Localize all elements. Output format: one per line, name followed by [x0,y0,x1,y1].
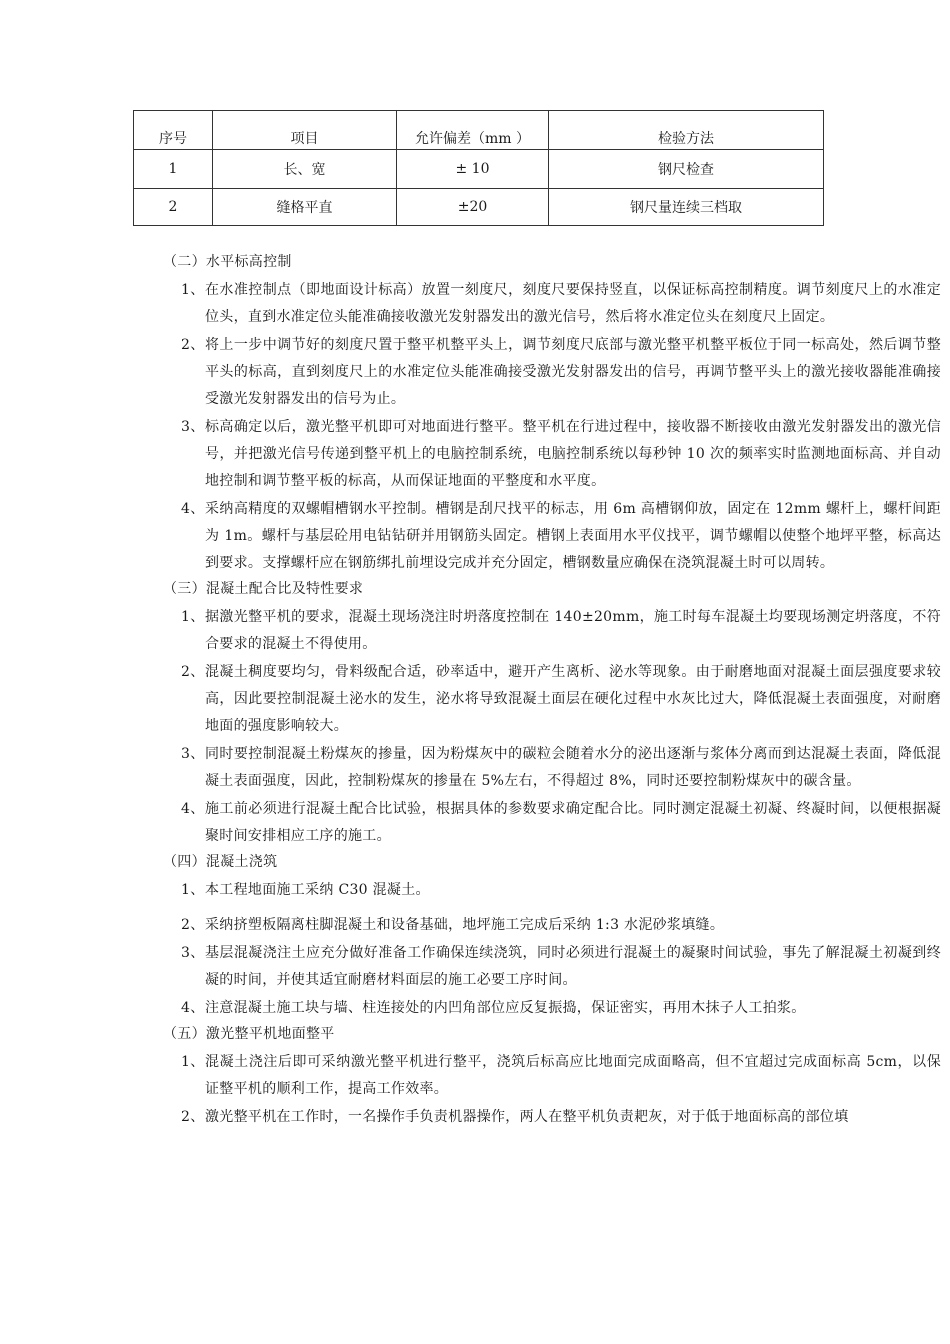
item-number: 2、 [181,337,205,353]
item-text: 将上一步中调节好的刻度尺置于整平机整平头上，调节刻度尺底部与激光整平机整平板位于同一标高处，然后调节整平头的标高，直到刻度尺上的水准定位头能准确接受激光发射器发出的信号，再调节整平头上的激光接收器能准确接受激光发射器发出的信号为止。 [205,337,941,407]
item-number: 1、 [181,609,205,625]
list-item [163,912,941,939]
item-text: 激光整平机在工作时，一名操作手负责机器操作，两人在整平机负责耙灰，对于低于地面标高的部位填 [205,1109,849,1125]
item-text: 注意混凝土施工块与墙、柱连接处的内凹角部位应反复振捣，保证密实，再用木抹子人工拍浆。 [205,1000,806,1016]
item-number: 1、 [181,1054,205,1070]
section-heading: （三）混凝土配合比及特性要求 [163,581,364,597]
list-item [163,277,941,331]
table-cell: 钢尺检查 [549,150,824,189]
table-cell: 长、宽 [213,150,397,189]
item-number: 4、 [181,801,205,817]
item-number: 2、 [181,917,205,933]
item-number: 3、 [181,945,205,961]
item-text: 采纳挤塑板隔离柱脚混凝土和设备基础，地坪施工完成后采纳 1:3 水泥砂浆填缝。 [205,917,725,933]
header-cell-item: 项目 [213,111,397,150]
item-text: 基层混凝浇注土应充分做好准备工作确保连续浇筑，同时必须进行混凝土的凝聚时间试验，事先了解混凝土初凝到终凝的时间，并使其适宜耐磨材料面层的施工必要工序时间。 [205,945,941,988]
table-cell: 2 [134,189,213,226]
list-item [163,741,941,795]
list-item [163,332,941,413]
item-number: 4、 [181,1000,205,1016]
item-number: 4、 [181,501,205,517]
table-cell: ±20 [397,189,549,226]
list-item [163,1104,941,1131]
list-item [163,940,941,994]
list-item [163,659,941,740]
table-row [134,150,824,189]
tolerance-table [133,110,824,226]
item-number: 1、 [181,282,205,298]
header-cell-method: 检验方法 [549,111,824,150]
item-number: 3、 [181,419,205,435]
list-item [163,1049,941,1103]
list-item [163,414,941,495]
item-text: 本工程地面施工采纳 C30 混凝土。 [205,882,430,898]
list-item [163,877,941,904]
section-heading: （五）激光整平机地面整平 [163,1026,335,1042]
item-text: 施工前必须进行混凝土配合比试验，根据具体的参数要求确定配合比。同时测定混凝土初凝、终凝时间，以便根据凝聚时间安排相应工序的施工。 [205,801,941,844]
item-number: 1、 [181,882,205,898]
item-number: 2、 [181,1109,205,1125]
list-item [163,604,941,658]
list-item [163,995,941,1022]
item-text: 采纳高精度的双螺帽槽钢水平控制。槽钢是刮尺找平的标志，用 6m 高槽钢仰放，固定在 12mm 螺杆上，螺杆间距为 1m。螺杆与基层砼用电钻钻研并用钢筋头固定。槽钢上表面用水平仪找平，调节螺帽以使整个地坪平整，标高达到要求。支撑螺杆应在钢筋绑扎前埋设完成并充分固定，槽钢数量应确保在浇筑混凝土时可以周转。 [205,501,941,571]
table-row [134,189,824,226]
item-number: 3、 [181,746,205,762]
item-text: 同时要控制混凝土粉煤灰的掺量，因为粉煤灰中的碳粒会随着水分的泌出逐渐与浆体分离而到达混凝土表面，降低混凝土表面强度，因此，控制粉煤灰的掺量在 5%左右，不得超过 8%，同时还要控制粉煤灰中的碳含量。 [205,746,941,789]
item-text: 据激光整平机的要求，混凝土现场浇注时坍落度控制在 140±20mm，施工时每车混凝土均要现场测定坍落度，不符合要求的混凝土不得使用。 [205,609,941,652]
body-text [163,251,941,1132]
section-heading: （四）混凝土浇筑 [163,854,278,870]
item-number: 2、 [181,664,205,680]
section-heading: （二）水平标高控制 [163,254,292,270]
table-cell: 缝格平直 [213,189,397,226]
header-cell-tolerance: 允许偏差（mm ） [397,111,549,150]
table-cell: ± 10 [397,150,549,189]
list-item [163,496,941,577]
item-text: 混凝土浇注后即可采纳激光整平机进行整平，浇筑后标高应比地面完成面略高，但不宜超过完成面标高 5cm，以保证整平机的顺利工作，提高工作效率。 [205,1054,941,1097]
table-header-row [134,111,824,150]
item-text: 混凝土稠度要均匀，骨料级配合适，砂率适中，避开产生离析、泌水等现象。由于耐磨地面对混凝土面层强度要求较高，因此要控制混凝土泌水的发生，泌水将导致混凝土面层在硬化过程中水灰比过大，降低混凝土表面强度，对耐磨地面的强度影响较大。 [205,664,941,734]
table-cell: 1 [134,150,213,189]
item-text: 在水准控制点（即地面设计标高）放置一刻度尺，刻度尺要保持竖直，以保证标高控制精度。调节刻度尺上的水准定位头，直到水准定位头能准确接收激光发射器发出的激光信号，然后将水准定位头在刻度尺上固定。 [205,282,941,325]
table-cell: 钢尺量连续三档取 [549,189,824,226]
list-item [163,796,941,850]
item-text: 标高确定以后，激光整平机即可对地面进行整平。整平机在行进过程中，接收器不断接收由激光发射器发出的激光信号，并把激光信号传递到整平机上的电脑控制系统，电脑控制系统以每秒钟 10 次的频率实时监测地面标高、并自动地控制和调节整平板的标高，从而保证地面的平整度和水平度。 [205,419,941,489]
header-cell-serial: 序号 [134,111,213,150]
